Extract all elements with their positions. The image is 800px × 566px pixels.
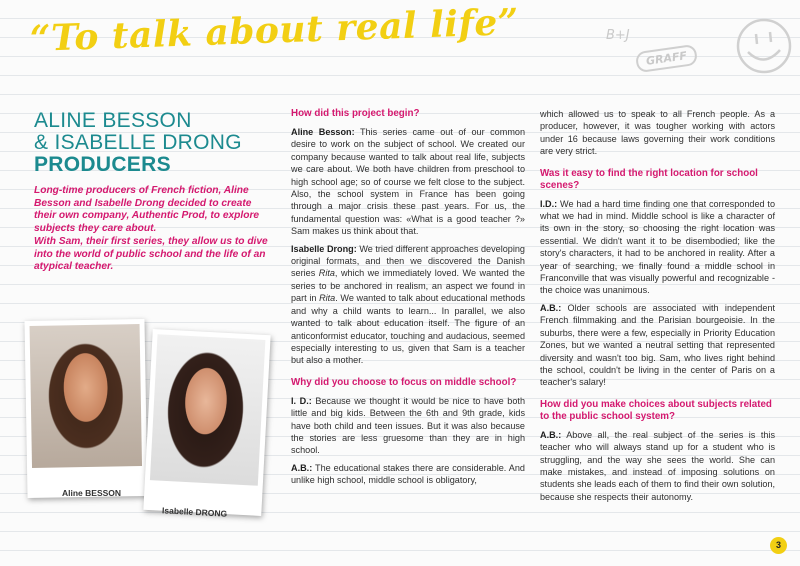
question-heading: How did you make choices about subjects related to the public school system? xyxy=(540,398,772,422)
answer-text-italic: Rita xyxy=(319,293,336,304)
answer-text: . We wanted to talk about educational methods and why a child wants to learn... In parallel, we also wanted to talk about education itself. The figure of an anticonformist educator, touching and audacious, seemed especially interesting to us, given that Sam is a teacher but also a mother. xyxy=(291,293,525,366)
answer-paragraph xyxy=(540,429,775,503)
page-number-badge: 3 xyxy=(770,537,787,554)
answer-text: The educational stakes there are considerable. And unlike high school, middle school is obligatory, xyxy=(291,462,525,486)
interview-column-1 xyxy=(291,108,525,492)
answer-text-italic: Rita xyxy=(318,268,335,279)
answer-text: Because we thought it would be nice to have both little and big kids. Between the 6th and 9th grade, kids have both child and teen issues. But it was also because the stories are less gruesome than they are in high school. xyxy=(291,395,526,456)
answer-text: , which we immediately loved. We wanted the series to be anchored in realism, an aspect we found in part in xyxy=(291,268,525,304)
speaker-label: Isabelle Drong: xyxy=(291,243,357,254)
intro-paragraph-2: With Sam, their first series, they allow us to dive into the world of public school and the life of an atypical teacher. xyxy=(34,235,268,273)
speaker-label: A.B.: xyxy=(540,429,562,440)
portrait-isabelle-drong xyxy=(150,334,265,485)
caption-aline-besson: Aline BESSON xyxy=(62,488,122,498)
answer-text: This series came out of our common desire to work on the subject of school. We created our company because wanted to talk about real life, subjects we care about. We both have children from preschool to high school age; so of course we felt close to the subject. Also, the school system in France has been going through a major crisis these past years. For us, the fundamental question was: «What is a good teacher ?» Sam makes us think about that. xyxy=(291,127,526,237)
answer-paragraph xyxy=(291,395,525,457)
question-heading: Was it easy to find the right location for school scenes? xyxy=(540,167,758,191)
photo-isabelle-drong xyxy=(143,329,270,519)
speaker-label: I. D.: xyxy=(291,395,312,406)
smiley-doodle-icon xyxy=(726,12,796,82)
producer-names xyxy=(34,110,242,176)
intro-paragraph-1: Long-time producers of French fiction, Aline Besson and Isabelle Drong decided to create their own company, Authentic Prod, to explore subjects they care about. xyxy=(34,185,260,235)
answer-text: We had a hard time finding one that corresponded to what we had in mind. Middle school is like a character of its own in the story, so choosing the right location was essential. We didn't want it to be disembodied; like the story's characters, it had to be anchored in reality. After a year of searching, we finally found a middle school in Franconville that was visually powerful and recognizable - the choice was unanimous. xyxy=(540,198,775,296)
speaker-label: I.D.: xyxy=(540,198,558,209)
intro-text xyxy=(34,185,272,274)
doodle-bj: B+J xyxy=(606,28,630,43)
speaker-label: A.B.: xyxy=(291,462,313,473)
page-title: “To talk about real life” xyxy=(29,0,520,60)
answer-text: We tried different approaches developing original formats, and then we discovered the Danish series xyxy=(291,243,525,279)
answer-paragraph xyxy=(291,243,525,367)
answer-paragraph: which allowed us to speak to all French people. As a producer, however, it was tougher working with actors under 16 because laws governing their work conditions are very strict. xyxy=(540,109,775,157)
answer-text: Older schools are associated with independent French filmmaking and the Parisian bourgeoisie. In the suburbs, there were a few, especially in Priority Education Zones, but we wanted a neutral setting that represented diversity and wasn't too big. Sam, who lives right behind the school, couldn't be living in the center of Paris on a teacher's salary! xyxy=(540,302,775,388)
name-line-1: ALINE BESSON xyxy=(34,109,192,132)
answer-paragraph xyxy=(291,126,525,238)
question-heading: Why did you choose to focus on middle school? xyxy=(291,376,517,388)
answer-paragraph xyxy=(540,198,775,297)
question-heading: How did this project begin? xyxy=(291,108,420,119)
speaker-label: Aline Besson: xyxy=(291,127,355,137)
caption-isabelle-drong: Isabelle DRONG xyxy=(161,505,228,519)
role-heading: PRODUCERS xyxy=(34,153,171,176)
answer-paragraph xyxy=(291,462,525,487)
interview-column-2 xyxy=(540,108,775,508)
speaker-label: A.B.: xyxy=(540,302,562,313)
answer-text: Above all, the real subject of the series is this teacher who will always stand up for a student who is struggling, and the way she sees the world. She can make mistakes, and instead of imposing solutions on students she leads each of them to find their own solution, because she respects their autonomy. xyxy=(540,429,775,502)
portrait-aline-besson xyxy=(30,324,142,468)
answer-paragraph xyxy=(540,302,775,389)
name-line-2: & ISABELLE DRONG xyxy=(34,131,242,154)
photo-aline-besson xyxy=(24,319,147,498)
doodle-graff: GRAFF xyxy=(635,44,698,73)
